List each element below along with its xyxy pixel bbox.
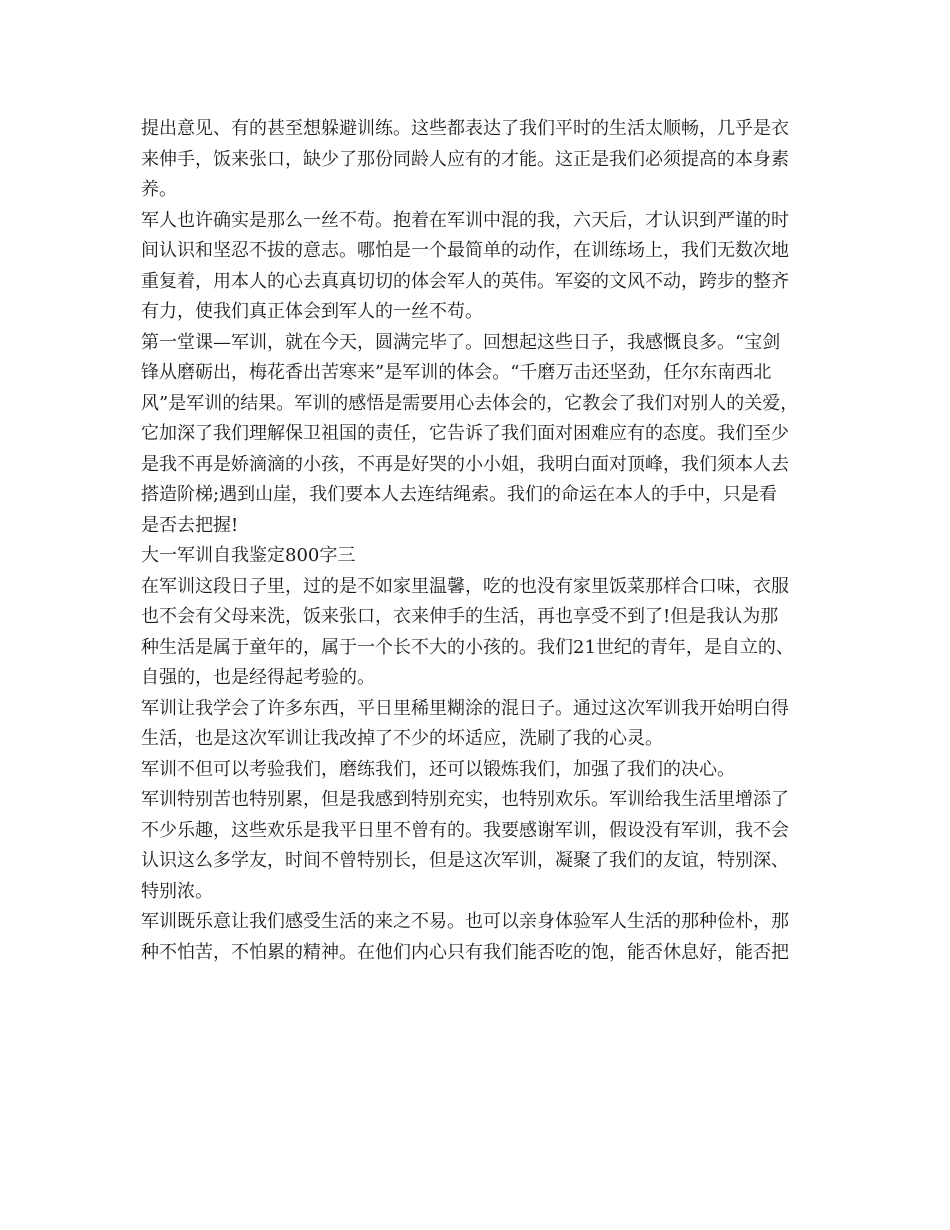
text-line: 自强的，也是经得起考验的。 (141, 667, 375, 688)
text-line: 风”是军训的结果。军训的感悟是需要用心去体会的，它教会了我们对别人的关爱， (141, 392, 799, 414)
document-body (141, 114, 821, 968)
text-line: 有力，使我们真正体会到军人的一丝不苟。 (141, 301, 483, 322)
text-line: 重复着，用本人的心去真真切切的体会军人的英伟。军姿的文风不动，跨步的整齐 (141, 270, 789, 292)
text-line: 军训特别苦也特别累，但是我感到特别充实，也特别欢乐。军训给我生活里增添了 (141, 789, 789, 810)
text-line: 锋从磨砺出，梅花香出苦寒来”是军训的体会。“千磨万击还坚劲，任尔东南西北 (141, 362, 772, 383)
text-line: 也不会有父母来洗，饭来张口，衣来伸手的生活，再也享受不到了!但是我认为那 (141, 606, 779, 627)
text-line: 来伸手，饭来张口，缺少了那份同龄人应有的才能。这正是我们必须提高的本身素 (141, 148, 789, 170)
text-line: 种不怕苦，不怕累的精神。在他们内心只有我们能否吃的饱，能否休息好，能否把 (141, 941, 789, 963)
text-line: 是我不再是娇滴滴的小孩，不再是好哭的小小姐，我明白面对顶峰，我们须本人去 (141, 453, 789, 475)
section-heading: 大一军训自我鉴定800字三 (141, 545, 356, 566)
text-line: 它加深了我们理解保卫祖国的责任，它告诉了我们面对困难应有的态度。我们至少 (141, 423, 789, 444)
text-line: 提出意见、有的甚至想躲避训练。这些都表达了我们平时的生活太顺畅，几乎是衣 (141, 118, 789, 139)
text-line: 第一堂课—军训，就在今天，圆满完毕了。回想起这些日子，我感慨良多。“宝剑 (141, 331, 781, 353)
text-line: 军训既乐意让我们感受生活的来之不易。也可以亲身体验军人生活的那种俭朴，那 (141, 911, 789, 932)
text-line: 是否去把握! (141, 514, 239, 536)
text-line: 生活，也是这次军训让我改掉了不少的坏适应，洗刷了我的心灵。 (141, 728, 663, 749)
text-line: 种生活是属于童年的，属于一个长不大的小孩的。我们21世纪的青年，是自立的、 (141, 636, 794, 658)
text-line: 特别浓。 (141, 880, 213, 902)
text-line: 搭造阶梯;遇到山崖，我们要本人去连结绳索。我们的命运在本人的手中，只是看 (141, 484, 778, 505)
text-line: 在军训这段日子里，过的是不如家里温馨，吃的也没有家里饭菜那样合口味，衣服 (141, 575, 789, 597)
text-line: 养。 (141, 179, 177, 200)
text-line: 军人也许确实是那么一丝不苟。抱着在军训中混的我，六天后，才认识到严谨的时 (141, 209, 789, 231)
text-line: 军训让我学会了许多东西，平日里稀里糊涂的混日子。通过这次军训我开始明白得 (141, 697, 789, 719)
text-line: 不少乐趣，这些欢乐是我平日里不曾有的。我要感谢军训，假设没有军训，我不会 (141, 819, 789, 841)
text-line: 间认识和坚忍不拔的意志。哪怕是一个最简单的动作，在训练场上，我们无数次地 (141, 240, 789, 261)
text-line: 军训不但可以考验我们，磨练我们，还可以锻炼我们，加强了我们的决心。 (141, 758, 735, 780)
text-line: 认识这么多学友，时间不曾特别长，但是这次军训，凝聚了我们的友谊，特别深、 (141, 850, 789, 871)
